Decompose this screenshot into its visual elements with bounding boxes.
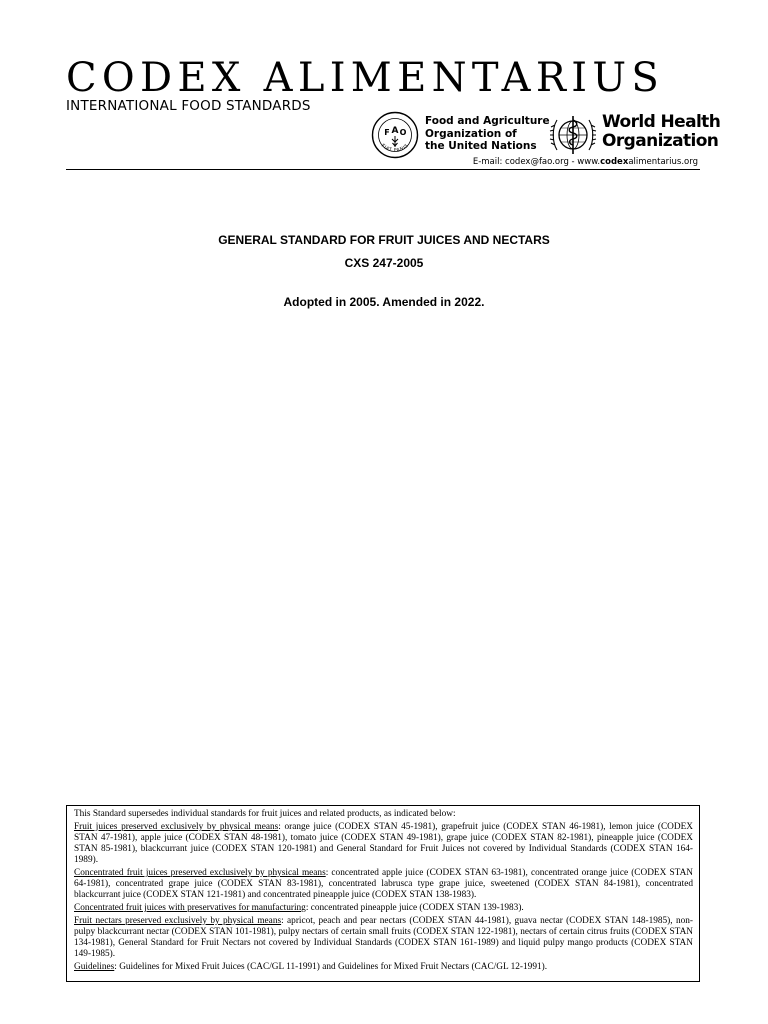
fao-name-line: the United Nations bbox=[425, 140, 537, 152]
supersession-notice bbox=[66, 805, 700, 982]
who-name-line: World Health bbox=[602, 112, 721, 132]
svg-text:A: A bbox=[391, 126, 399, 136]
header-divider bbox=[66, 169, 700, 170]
codex-wordmark: CODEX ALIMENTARIUS bbox=[66, 55, 665, 101]
notice-intro: This Standard supersedes individual standards for fruit juices and related products, as indicated below: bbox=[74, 809, 456, 819]
svg-text:O: O bbox=[399, 128, 407, 137]
svg-text:F: F bbox=[384, 128, 390, 137]
section-heading: Fruit juices preserved exclusively by physical means bbox=[74, 821, 279, 832]
codex-tagline: INTERNATIONAL FOOD STANDARDS bbox=[66, 98, 311, 114]
section-text: : Guidelines for Mixed Fruit Juices (CAC/GL 11-1991) and Guidelines for Mixed Fruit Nectars (CAC/GL 12-1991). bbox=[114, 962, 548, 973]
notice-section bbox=[74, 903, 693, 914]
notice-section bbox=[74, 916, 693, 961]
section-text: : orange juice (CODEX STAN 45-1981), grapefruit juice (CODEX STAN 46-1981), lemon juice (CODEX STAN 47-1981), apple juice (CODEX STAN 48-1981), tomato juice (CODEX STAN 49-1981), grape juice (CODEX STAN 82-1981), pineapple juice (CODEX STAN 85-1981), blackcurrant juice (CODEX STAN 120-1981) and General Standard for Fruit Juices not covered by Individual Standards (CODEX STAN 164-1989). bbox=[74, 821, 693, 866]
notice-section bbox=[74, 822, 693, 867]
fao-name-line: Organization of bbox=[425, 127, 517, 140]
adoption-note: Adopted in 2005. Amended in 2022. bbox=[283, 295, 485, 309]
notice-section bbox=[74, 868, 693, 902]
fao-name-line: Food and Agriculture bbox=[425, 115, 550, 127]
section-text: : apricot, peach and pear nectars (CODEX STAN 44-1981), guava nectar (CODEX STAN 148-1985), non-pulpy blackcurrant nectar (CODEX STAN 101-1981), pulpy nectars of certain small fruits (CODEX STAN 122-1981), nectars of certain citrus fruits (CODEX STAN 134-1981), General Standard for Fruit Nectars not covered by Individual Standards (CODEX STAN 161-1989) and liquid pulpy mango products (CODEX STAN 149-1985). bbox=[74, 915, 694, 960]
who-logo-icon bbox=[548, 110, 598, 160]
fao-name bbox=[425, 115, 550, 153]
section-text: : concentrated apple juice (CODEX STAN 63-1981), concentrated orange juice (CODEX STAN 64-1981), concentrated grape juice (CODEX STAN 83-1981), concentrated labrusca type grape juice, sweetened (CODEX STAN 84-1981), concentrated blackcurrant juice (CODEX STAN 121-1981) and concentrated pineapple juice (CODEX STAN 138-1983). bbox=[74, 868, 693, 901]
contact-site-bold[interactable]: codex bbox=[600, 157, 629, 167]
contact-line bbox=[473, 157, 698, 167]
notice-section bbox=[74, 962, 693, 973]
who-name bbox=[602, 113, 720, 151]
contact-email[interactable]: E-mail: codex@fao.org - www. bbox=[472, 157, 601, 167]
document-title: GENERAL STANDARD FOR FRUIT JUICES AND NECTARS bbox=[218, 233, 550, 247]
contact-site[interactable]: alimentarius.org bbox=[628, 157, 698, 167]
fao-logo-icon bbox=[371, 111, 419, 159]
document-code: CXS 247-2005 bbox=[344, 256, 424, 270]
fao-motto: FIAT PANIS bbox=[379, 143, 411, 154]
section-heading: Concentrated fruit juices with preservatives for manufacturing bbox=[74, 903, 306, 914]
section-heading: Fruit nectars preserved exclusively by physical means bbox=[74, 915, 282, 926]
section-heading: Guidelines bbox=[74, 962, 115, 973]
who-name-line: Organization bbox=[602, 131, 719, 151]
section-heading: Concentrated fruit juices preserved exclusively by physical means bbox=[74, 868, 326, 879]
section-text: : concentrated pineapple juice (CODEX STAN 139-1983). bbox=[305, 903, 524, 914]
